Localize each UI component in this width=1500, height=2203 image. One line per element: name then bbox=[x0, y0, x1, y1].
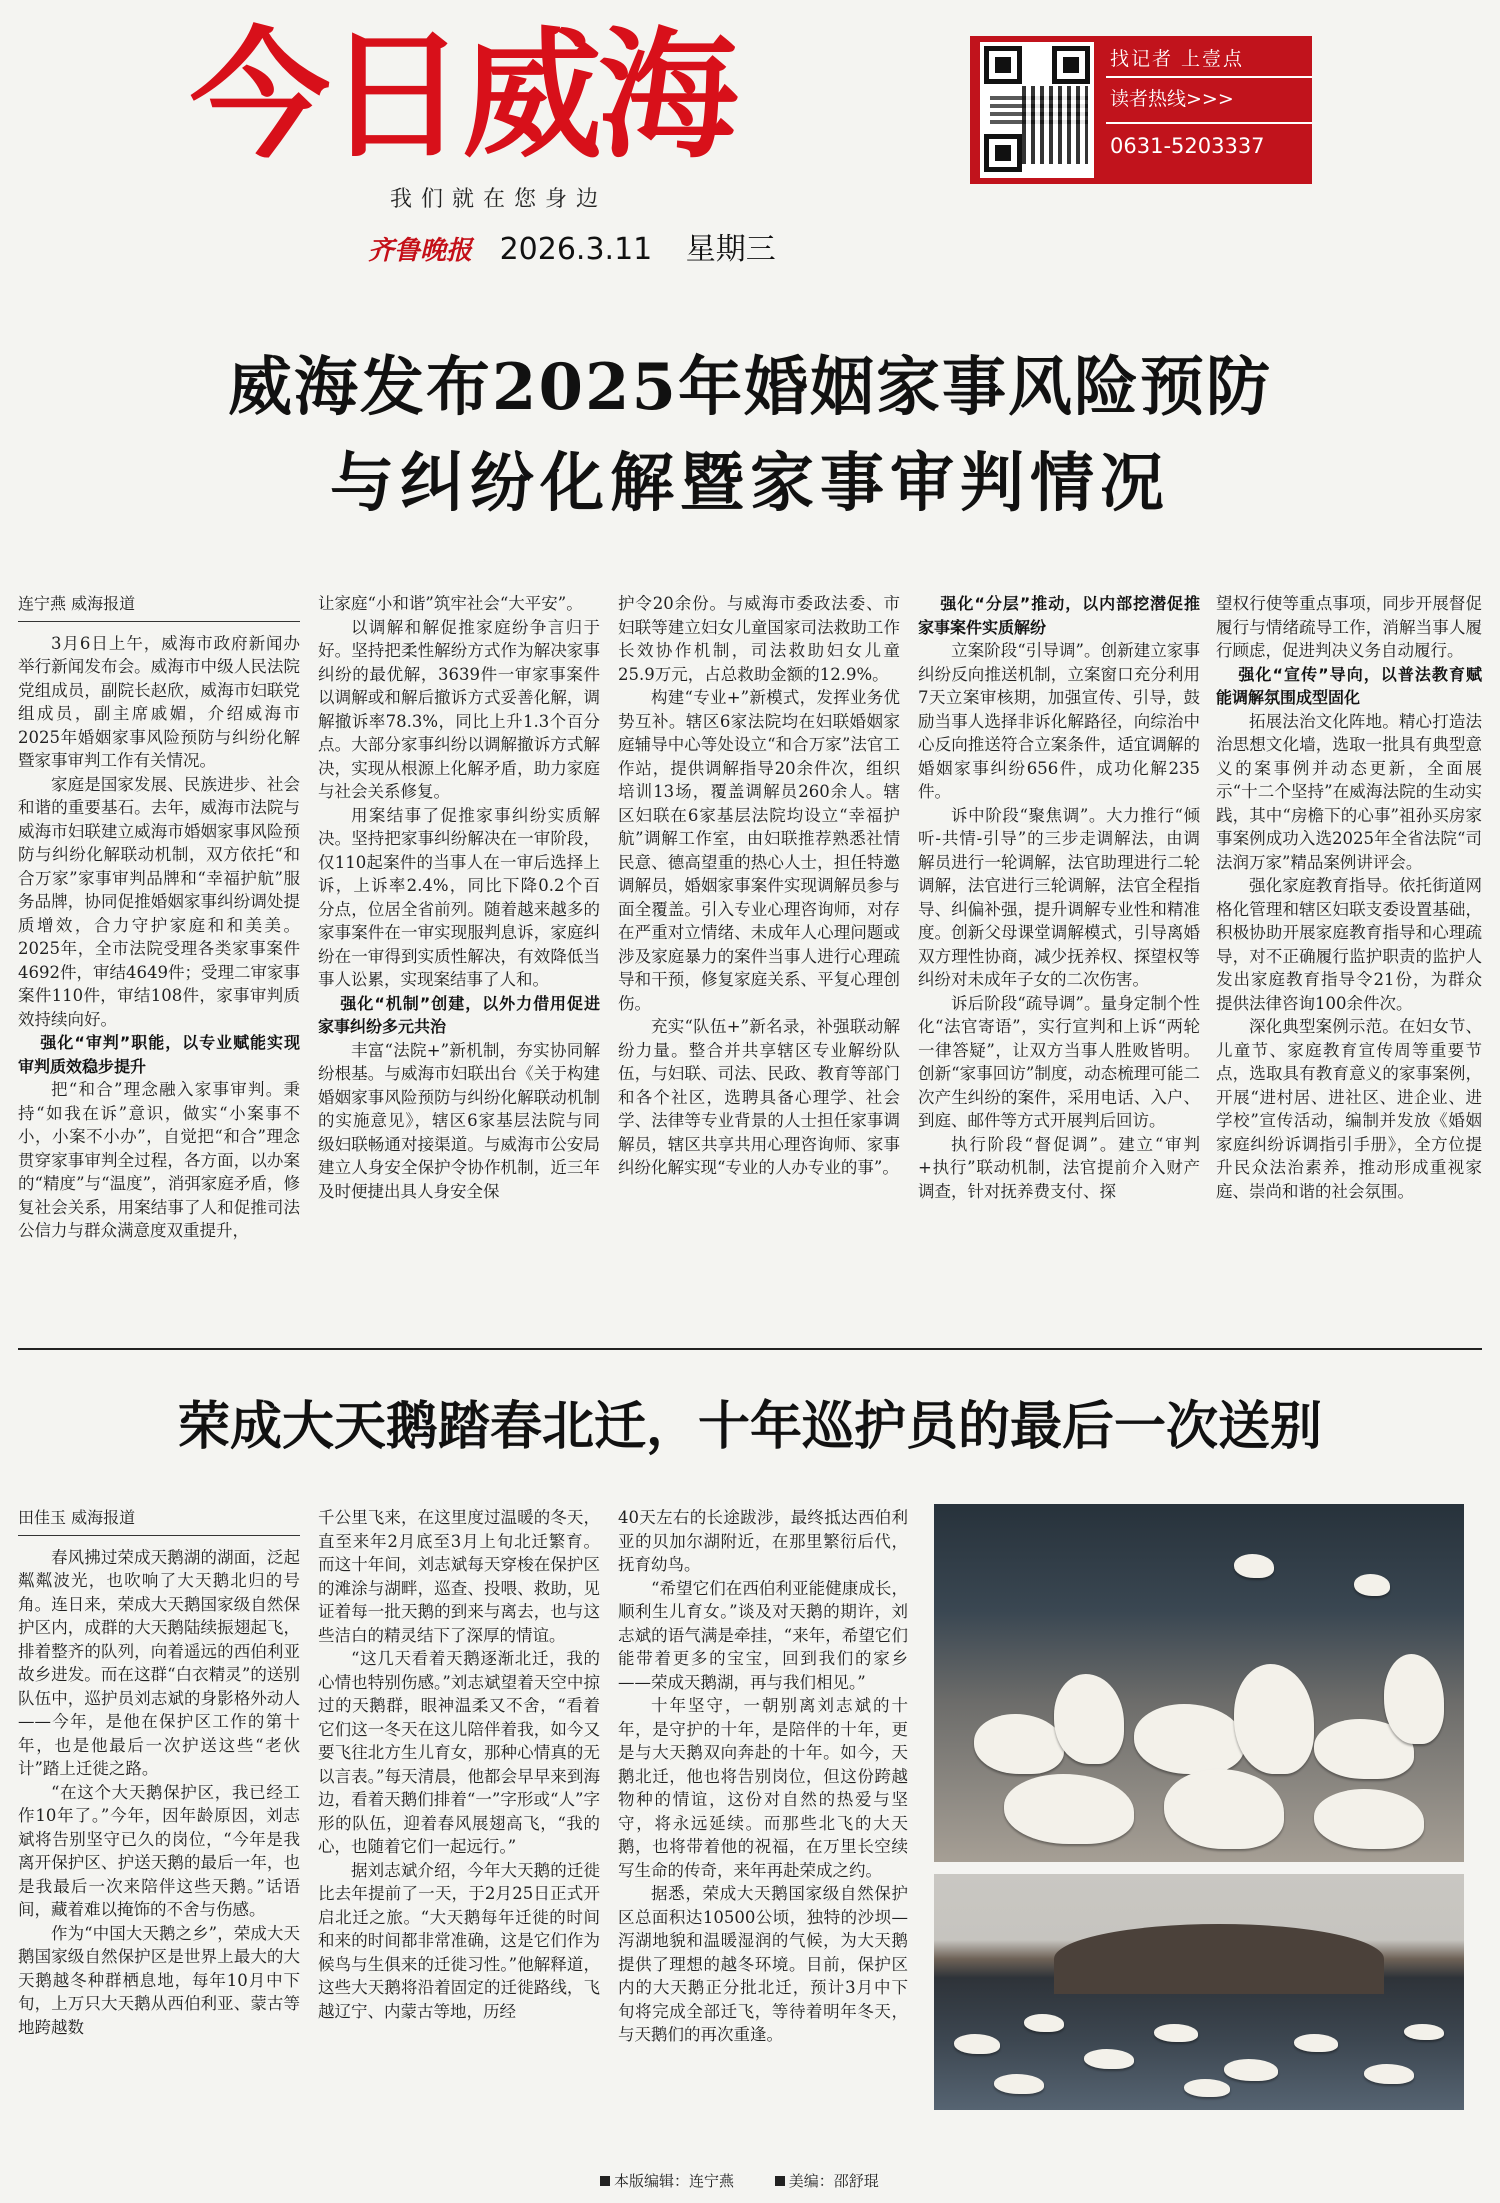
paragraph: 强化家庭教育指导。依托街道网格化管理和辖区妇联支委设置基础，积极协助开展家庭教育指导和心理疏导，对不正确履行监护职责的监护人发出家庭教育指导令21份，为群众提供法律咨询100余件次。 bbox=[1216, 876, 1482, 1013]
story2-column-1 bbox=[18, 1506, 300, 2146]
paragraph: 作为“中国大天鹅之乡”，荣成大天鹅国家级自然保护区是世界上最大的大天鹅越冬种群栖息地，每年10月中下旬，上万只大天鹅从西伯利亚、蒙古等地跨越数 bbox=[18, 1923, 300, 2037]
paragraph: 40天左右的长途跋涉，最终抵达西伯利亚的贝加尔湖附近，在那里繁衍后代，抚育幼鸟。 bbox=[618, 1508, 908, 1574]
story1-column-2 bbox=[318, 592, 600, 1322]
qr-code-icon[interactable] bbox=[980, 42, 1094, 178]
story1-column-5 bbox=[1216, 592, 1482, 1322]
story1-byline: 连宁燕 威海报道 bbox=[18, 592, 300, 622]
paper-logo: 齐鲁晚报 bbox=[368, 236, 473, 266]
paragraph: 深化典型案例示范。在妇女节、儿童节、家庭教育宣传周等重要节点，选取具有教育意义的家事案例，开展“进村居、进社区、进企业、进学校”宣传活动，编制并发放《婚姻家庭纠纷诉调指引手册》，全方位提升民众法治素养，推动形成重视家庭、崇尚和谐的社会氛围。 bbox=[1216, 1017, 1482, 1201]
paragraph: 家庭是国家发展、民族进步、社会和谐的重要基石。去年，威海市法院与威海市妇联建立威海市婚姻家事风险预防与纠纷化解联动机制，双方依托“和合万家”家事审判品牌和“幸福护航”服务品牌，协同促推婚姻家事纠纷调处提质增效，合力守护家庭和和美美。2025年，全市法院受理各类家事案件4692件，审结4649件；受理二审家事案件110件，审结108件，家事审判质效持续向好。 bbox=[18, 774, 300, 1029]
section-subheading: 强化“机制”创建，以外力借用促进家事纠纷多元共治 bbox=[318, 993, 600, 1036]
paragraph: 诉中阶段“聚焦调”。大力推行“倾听-共情-引导”的三步走调解法，由调解员进行一轮调解，法官助理进行二轮调解，法官进行三轮调解，法官全程指导、纠偏补强，提升调解专业性和精准度。创新父母课堂调解模式，引导离婚双方理性协商，减少抚养权、探望权等纠纷对未成年子女的二次伤害。 bbox=[918, 805, 1200, 989]
paragraph: 3月6日上午，威海市政府新闻办举行新闻发布会。威海市中级人民法院党组成员，副院长赵欣，威海市妇联党组成员，副主席戚媚，介绍威海市2025年婚姻家事风险预防与纠纷化解暨家事审判工作有关情况。 bbox=[18, 633, 300, 770]
paragraph: 据刘志斌介绍，今年大天鹅的迁徙比去年提前了一天，于2月25日正式开启北迁之旅。“大天鹅每年迁徙的时间和来的时间都非常准确，这是它们作为候鸟与生俱来的迁徙习性。”他解释道，这些大天鹅将沿着固定的迁徙路线，飞越辽宁、内蒙古等地，历经 bbox=[318, 1860, 600, 2021]
swans-on-lake-photo bbox=[934, 1874, 1464, 2110]
section-subheading: 强化“宣传”导向，以普法教育赋能调解氛围成型固化 bbox=[1216, 664, 1482, 707]
story2-column-3 bbox=[618, 1506, 908, 2146]
paragraph: “这几天看着天鹅逐渐北迁，我的心情也特别伤感。”刘志斌望着天空中掠过的天鹅群，眼神温柔又不舍，“看着它们这一冬天在这儿陪伴着我，如今又要飞往北方生儿育女，那种心情真的无以言表。”每天清晨，他都会早早来到海边，看着天鹅们排着“一”字形或“人”字形的队伍，迎着春风展翅高飞，“我的心，也随着它们一起远行。” bbox=[318, 1649, 600, 1856]
paragraph: 拓展法治文化阵地。精心打造法治思想文化墙，选取一批具有典型意义的案事例并动态更新，全面展示“十二个坚持”在威海法院的生动实践，其中“房檐下的心事”祖孙买房家事案例成功入选2025年全省法院“司法润万家”精品案例讲评会。 bbox=[1216, 711, 1482, 872]
story2-column-2 bbox=[318, 1506, 600, 2146]
contact-line-hotline: 读者热线>>> bbox=[1110, 88, 1234, 110]
paragraph: 用案结事了促推家事纠纷实质解决。坚持把家事纠纷解决在一审阶段，仅110起案件的当事人在一审后选择上诉，上诉率2.4%，同比下降0.2个百分点，位居全省前列。随着越来越多的家事案件在一审实现服判息诉，家庭纠纷在一审得到实质性解决，有效降低当事人讼累，实现案结事了人和。 bbox=[318, 805, 600, 989]
issue-weekday: 星期三 bbox=[685, 232, 776, 267]
story2-headline: 荣成大天鹅踏春北迁，十年巡护员的最后一次送别 bbox=[177, 1396, 1322, 1457]
footer-editor: 本版编辑：连宁燕 bbox=[600, 2172, 752, 2190]
paragraph: 护令20余份。与威海市委政法委、市妇联等建立妇女儿童国家司法救助工作长效协作机制，司法救助妇女儿童25.9万元，占总救助金额的12.9%。 bbox=[618, 594, 900, 684]
section-subheading: 强化“审判”职能，以专业赋能实现审判质效稳步提升 bbox=[18, 1033, 300, 1076]
story1-column-3 bbox=[618, 592, 900, 1322]
paragraph: 千公里飞来，在这里度过温暖的冬天，直至来年2月底至3月上旬北迁繁育。而这十年间，刘志斌每天穿梭在保护区的滩涂与湖畔，巡查、投喂、救助，见证着每一批天鹅的到来与离去，也与这些洁白的精灵结下了深厚的情谊。 bbox=[318, 1508, 600, 1645]
paragraph: 充实“队伍+”新名录，补强联动解纷力量。整合并共享辖区专业解纷队伍，与妇联、司法、民政、教育等部门和各个社区，选聘具备心理学、社会学、法律等专业背景的人士担任家事调解员，辖区共享共用心理咨询师、家事纠纷化解实现“专业的人办专业的事”。 bbox=[618, 1017, 900, 1177]
contact-phone: 0631-5203337 bbox=[1110, 134, 1265, 158]
story1-column-1 bbox=[18, 592, 300, 1322]
story1-headline-line2: 与纠纷化解暨家事审判情况 bbox=[330, 446, 1170, 521]
paragraph: 执行阶段“督促调”。建立“审判+执行”联动机制，法官提前介入财产调查，针对抚养费支付、探 bbox=[918, 1134, 1200, 1201]
paragraph: “在这个大天鹅保护区，我已经工作10年了。”今年，因年龄原因，刘志斌将告别坚守已久的岗位，“今年是我离开保护区、护送天鹅的最后一年，也是我最后一次来陪伴这些天鹅。”话语间，藏着难以掩饰的不舍与伤感。 bbox=[18, 1782, 300, 1919]
paragraph: 以调解和解促推家庭纷争言归于好。坚持把柔性解纷方式作为解决家事纠纷的最优解，3639件一审家事案件以调解或和解后撤诉方式妥善化解，调解撤诉率78.3%，同比上升1.3个百分点。大部分家事纠纷以调解撤诉方式解决，实现从根源上化解矛盾，助力家庭与社会关系修复。 bbox=[318, 617, 600, 801]
contact-box bbox=[970, 36, 1312, 184]
dateline bbox=[368, 224, 776, 268]
section-divider bbox=[18, 1348, 1482, 1350]
paragraph: 十年坚守，一朝别离刘志斌的十年，是守护的十年，是陪伴的十年，更是与大天鹅双向奔赴的十年。如今，天鹅北迁，他也将告别岗位，但这份跨越物种的情谊，这份对自然的热爱与坚守，将永远延续。而那些北飞的大天鹅，也将带着他的祝福，在万里长空续写生命的传奇，来年再赴荣成之约。 bbox=[618, 1696, 908, 1880]
contact-line-reporter: 找记者 上壹点 bbox=[1110, 48, 1245, 70]
paragraph: 诉后阶段“疏导调”。量身定制个性化“法官寄语”，实行宣判和上诉“两轮一律答疑”，让双方当事人胜败皆明。创新“家事回访”制度，动态梳理可能二次产生纠纷的案件，采用电话、入户、到庭、邮件等方式开展判后回访。 bbox=[918, 993, 1200, 1130]
paragraph: 望权行使等重点事项，同步开展督促履行与情绪疏导工作，消解当事人履行顾虑，促进判决义务自动履行。 bbox=[1216, 594, 1482, 660]
story1-headline-line1: 威海发布2025年婚姻家事风险预防 bbox=[227, 350, 1273, 425]
masthead-slogan: 我们就在您身边 bbox=[390, 187, 608, 212]
issue-date: 2026.3.11 bbox=[499, 232, 653, 267]
paragraph: 春风拂过荣成天鹅湖的湖面，泛起粼粼波光，也吹响了大天鹅北归的号角。连日来，荣成大天鹅国家级自然保护区内，成群的大天鹅陆续振翅起飞，排着整齐的队列，向着遥远的西伯利亚故乡进发。而在这群“白衣精灵”的送别队伍中，巡护员刘志斌的身影格外动人——今年，是他在保护区工作的第十年，也是他最后一次护送这些“老伙计”踏上迁徙之路。 bbox=[18, 1547, 300, 1778]
story1-column-4 bbox=[918, 592, 1200, 1322]
paragraph: 构建“专业+”新模式，发挥业务优势互补。辖区6家法院均在妇联婚姻家庭辅导中心等处设立“和合万家”法官工作站，提供调解指导20余件次，组织培训13场，覆盖调解员260余人。辖区妇联在6家基层法院均设立“幸福护航”调解工作室，由妇联推荐熟悉社情民意、德高望重的热心人士，担任特邀调解员，婚姻家事案件实现调解员参与面全覆盖。引入专业心理咨询师，对存在严重对立情绪、未成年人心理问题或涉及家庭暴力的案件当事人进行心理疏导和干预，修复家庭关系、平复心理创伤。 bbox=[618, 688, 900, 1013]
masthead-title: 今日威海 bbox=[190, 15, 735, 178]
paragraph: 据悉，荣成大天鹅国家级自然保护区总面积达10500公顷，独特的沙坝—泻湖地貌和温暖湿润的气候，为大天鹅提供了理想的越冬环境。目前，保护区内的大天鹅正分批北迁，预计3月中下旬将完成全部迁飞，等待着明年冬天，与天鹅们的再次重逢。 bbox=[618, 1884, 908, 2044]
paragraph: “希望它们在西伯利亚能健康成长，顺利生儿育女。”谈及对天鹅的期许，刘志斌的语气满是牵挂，“来年，希望它们能带着更多的宝宝，回到我们的家乡——荣成天鹅湖，再与我们相见。” bbox=[618, 1578, 908, 1692]
paragraph: 立案阶段“引导调”。创新建立家事纠纷反向推送机制，立案窗口充分利用7天立案审核期，加强宣传、引导，鼓励当事人选择非诉化解路径，向综治中心反向推送符合立案条件，适宜调解的婚姻家事纠纷656件，成功化解235件。 bbox=[918, 641, 1200, 801]
section-subheading: 强化“分层”推动，以内部挖潜促推家事案件实质解纷 bbox=[918, 594, 1200, 637]
page-footer bbox=[600, 2170, 915, 2191]
swans-on-shore-photo bbox=[934, 1504, 1464, 1862]
story2-byline: 田佳玉 威海报道 bbox=[18, 1506, 300, 1536]
footer-designer: 美编：邵舒琨 bbox=[775, 2172, 897, 2190]
paragraph: 把“和合”理念融入家事审判。秉持“如我在诉”意识，做实“小案事不小，小案不小办”，自觉把“和合”理念贯穿家事审判全过程，各方面，以办案的“精度”与“温度”，消弭家庭矛盾，修复社会关系，用案结事了人和促推司法公信力与群众满意度双重提升， bbox=[18, 1080, 300, 1240]
paragraph: 丰富“法院+”新机制，夯实协同解纷根基。与威海市妇联出台《关于构建婚姻家事风险预防与纠纷化解联动机制的实施意见》，辖区6家基层法院与同级妇联畅通对接渠道。与威海市公安局建立人身安全保护令协作机制，近三年及时便捷出具人身安全保 bbox=[318, 1040, 600, 1201]
paragraph: 让家庭“小和谐”筑牢社会“大平安”。 bbox=[318, 594, 583, 613]
